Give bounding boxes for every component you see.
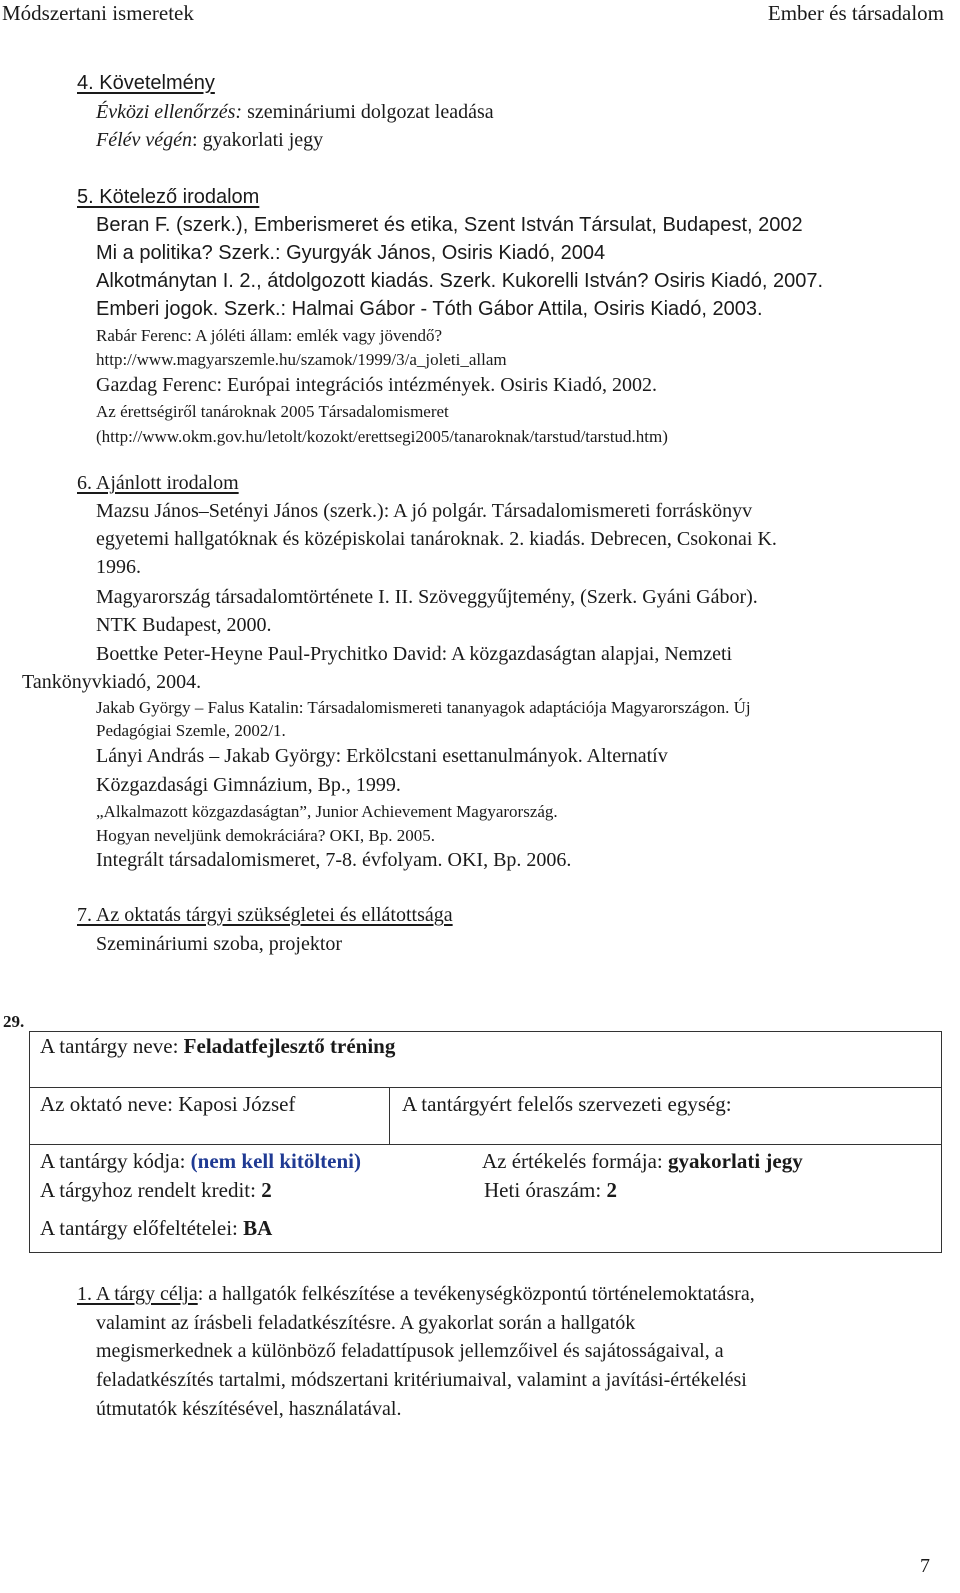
instructor-name: Az oktató neve: Kaposi József — [40, 1092, 296, 1116]
required-reading-item: Alkotmánytan I. 2., átdolgozott kiadás. Szerk. Kukorelli István? Osiris Kiadó, 2007. — [96, 270, 824, 292]
course-number: 29. — [3, 1012, 25, 1031]
page-header — [0, 0, 960, 30]
course-goal-line: megismerkednek a különböző feladattípusok jellemzőivel és sajátosságaival, a — [96, 1340, 724, 1362]
course-goal-line: valamint az írásbeli feladatkészítésre. A gyakorlat során a hallgatók — [96, 1312, 636, 1334]
course-code: A tantárgy kódja: (nem kell kitölteni) — [40, 1149, 361, 1173]
recommended-reading-line: Mazsu János–Setényi János (szerk.): A jó polgár. Társadalomismereti forráskönyv — [96, 500, 753, 522]
recommended-reading-line: Boettke Peter-Heyne Paul-Prychitko David: A közgazdaságtan alapjai, Nemzeti — [96, 643, 733, 665]
section-4-title: 4. Követelmény — [77, 72, 215, 94]
recommended-reading-line: Lányi András – Jakab György: Erkölcstani esettanulmányok. Alternatív — [96, 745, 668, 767]
required-reading-item: Emberi jogok. Szerk.: Halmai Gábor - Tóth Gábor Attila, Osiris Kiadó, 2003. — [96, 298, 763, 320]
course-prerequisites: A tantárgy előfeltételei: BA — [40, 1216, 273, 1240]
recommended-reading-line: Közgazdasági Gimnázium, Bp., 1999. — [96, 774, 401, 796]
course-credit: A tárgyhoz rendelt kredit: 2 — [40, 1178, 272, 1202]
required-reading-item: Beran F. (szerk.), Emberismeret és etika, Szent István Társulat, Budapest, 2002 — [96, 214, 803, 236]
recommended-reading-line: Magyarország társadalomtörténete I. II. Szöveggyűjtemény, (Szerk. Gyáni Gábor). — [96, 586, 758, 608]
required-reading-item: Rabár Ferenc: A jóléti állam: emlék vagy jövendő? — [96, 326, 443, 345]
course-goal-line: feladatkészítés tartalmi, módszertani kritériumaival, valamint a javítási-értékelési — [96, 1369, 747, 1391]
course-goal: 1. A tárgy célja: a hallgatók felkészítése a tevékenységközpontú történelemoktatásra, — [77, 1283, 755, 1305]
table-divider — [389, 1087, 390, 1144]
recommended-reading-line: Integrált társadalomismeret, 7-8. évfolyam. OKI, Bp. 2006. — [96, 849, 572, 871]
required-reading-item: Gazdag Ferenc: Európai integrációs intézmények. Osiris Kiadó, 2002. — [96, 374, 657, 396]
required-reading-item: Mi a politika? Szerk.: Gyurgyák János, Osiris Kiadó, 2004 — [96, 242, 606, 264]
evaluation-form: Az értékelés formája: gyakorlati jegy — [482, 1149, 803, 1173]
recommended-reading-line: NTK Budapest, 2000. — [96, 614, 272, 636]
course-name: A tantárgy neve: Feladatfejlesztő tréning — [40, 1034, 396, 1058]
recommended-reading-line: egyetemi hallgatóknak és középiskolai tanároknak. 2. kiadás. Debrecen, Csokonai K. — [96, 528, 777, 550]
recommended-reading-line: 1996. — [96, 556, 141, 578]
course-goal-line: útmutatók készítésével, használatával. — [96, 1398, 402, 1420]
table-divider — [29, 1087, 941, 1088]
section-6-title: 6. Ajánlott irodalom — [77, 472, 239, 494]
required-reading-item: Az érettségiről tanároknak 2005 Társadalomismeret — [96, 402, 449, 421]
weekly-hours: Heti óraszám: 2 — [484, 1178, 617, 1202]
responsible-unit: A tantárgyért felelős szervezeti egység: — [402, 1092, 732, 1116]
recommended-reading-line: Hogyan neveljünk demokráciára? OKI, Bp. 2005. — [96, 826, 435, 845]
recommended-reading-line: „Alkalmazott közgazdaságtan”, Junior Achievement Magyarország. — [96, 802, 558, 821]
required-reading-link[interactable]: http://www.magyarszemle.hu/szamok/1999/3/a_joleti_allam — [96, 350, 507, 369]
recommended-reading-line: Pedagógiai Szemle, 2002/1. — [96, 721, 286, 740]
recommended-reading-line: Tankönyvkiadó, 2004. — [22, 671, 202, 693]
header-right: Ember és társadalom — [767, 1, 944, 25]
section-5-title: 5. Kötelező irodalom — [77, 186, 260, 208]
header-left: Módszertani ismeretek — [2, 1, 194, 25]
recommended-reading-line: Jakab György – Falus Katalin: Társadalomismereti tananyagok adaptációja Magyarországon. Új — [96, 698, 751, 717]
requirement-final: Félév végén: gyakorlati jegy — [96, 129, 324, 151]
section-7-title: 7. Az oktatás tárgyi szükségletei és ellátottsága — [77, 904, 453, 926]
requirement-midterm: Évközi ellenőrzés: szemináriumi dolgozat leadása — [96, 101, 494, 123]
table-divider — [29, 1144, 941, 1145]
page-number: 7 — [920, 1555, 930, 1577]
section-7-text: Szemináriumi szoba, projektor — [96, 933, 343, 955]
required-reading-link[interactable]: (http://www.okm.gov.hu/letolt/kozokt/erettsegi2005/tanaroknak/tarstud/tarstud.htm) — [96, 427, 668, 446]
